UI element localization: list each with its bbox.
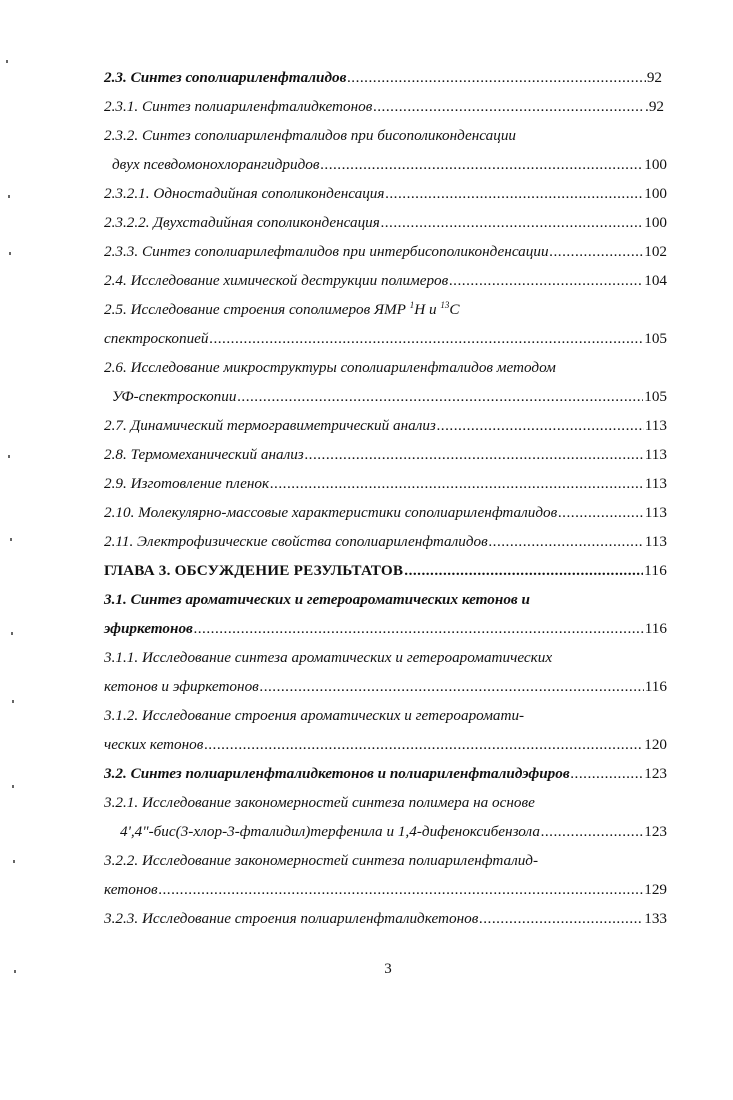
- scan-speck: [14, 970, 16, 973]
- toc-page-number: 105: [644, 330, 667, 347]
- scan-speck: [10, 538, 12, 541]
- toc-page-number: 92: [646, 69, 662, 86]
- toc-entry: 2.5. Исследование строения сополимеров ЯМР $^1$H и $^{13}$C: [104, 300, 460, 318]
- toc-page-number: 129: [644, 881, 667, 898]
- toc-entry: 2.3. Синтез сополиариленфталидов ..... 92: [104, 64, 662, 88]
- scan-speck: [12, 700, 14, 703]
- toc-entry: 2.3.2.1. Одностадийная сополиконденсация ..... 100: [104, 180, 667, 204]
- toc-page-number: 113: [644, 533, 667, 550]
- toc-entry: 2.3.1. Синтез полиариленфталидкетонов ..... .92: [104, 93, 664, 117]
- toc-page-number: 113: [644, 504, 667, 521]
- scan-speck: [6, 60, 8, 63]
- toc-entry: ческих кетонов ..... 120: [104, 731, 667, 755]
- toc-page-number: 116: [644, 562, 667, 579]
- scan-speck: [8, 195, 10, 198]
- toc-entry: 3.1.2. Исследование строения ароматических и гетероаромати-: [104, 707, 525, 724]
- toc-entry: 2.9. Изготовление пленок ..... 113: [104, 470, 667, 494]
- toc-entry: эфиркетонов ..... 116: [104, 615, 667, 639]
- toc-entry: 2.7. Динамический термогравиметрический анализ ..... 113: [104, 412, 667, 436]
- toc-entry: спектроскопией ..... 105: [104, 325, 667, 349]
- toc-entry: 2.3.3. Синтез сополиарилефталидов при интербисополиконденсации ..... 102: [104, 238, 667, 262]
- scan-speck: [12, 785, 14, 788]
- scan-speck: [11, 632, 13, 635]
- toc-page-number: 105: [644, 388, 667, 405]
- toc-page-number: 113: [644, 417, 667, 434]
- toc-entry: 2.10. Молекулярно-массовые характеристики сополиариленфталидов ..... 113: [104, 499, 667, 523]
- toc-page-number: 123: [644, 823, 667, 840]
- toc-page-number: 100: [644, 156, 667, 173]
- toc-entry: 2.8. Термомеханический анализ ..... 113: [104, 441, 667, 465]
- toc-entry: 2.3.2.2. Двухстадийная сополиконденсация ..... 100: [104, 209, 667, 233]
- toc-entry: 2.4. Исследование химической деструкции полимеров ..... 104: [104, 267, 667, 291]
- toc-entry: двух псевдомонохлорангидридов ..... 100: [112, 151, 667, 175]
- scan-speck: [8, 455, 10, 458]
- toc-entry: 3.2. Синтез полиариленфталидкетонов и полиариленфталидэфиров ..... 123: [104, 760, 667, 784]
- toc-page-number: 104: [644, 272, 667, 289]
- toc-entry: 3.2.2. Исследование закономерностей синтеза полиариленфталид-: [104, 852, 539, 869]
- toc-page-number: 116: [644, 678, 667, 695]
- toc-chapter-entry: ГЛАВА 3. ОБСУЖДЕНИЕ РЕЗУЛЬТАТОВ ..... 116: [104, 557, 667, 581]
- toc-page-number: 123: [644, 765, 667, 782]
- toc-entry: 4',4"-бис(3-хлор-3-фталидил)терфенила и 1,4-дифеноксибензола ..... 123: [120, 818, 667, 842]
- toc-entry: кетонов ..... 129: [104, 876, 667, 900]
- toc-entry: 2.3.2. Синтез сополиариленфталидов при бисополиконденсации: [104, 127, 517, 144]
- toc-entry: 3.1. Синтез ароматических и гетероароматических кетонов и: [104, 591, 530, 608]
- page-number: 3: [384, 961, 392, 977]
- toc-entry: 2.11. Электрофизические свойства сополиариленфталидов ..... 113: [104, 528, 667, 552]
- toc-entry: кетонов и эфиркетонов ..... 116: [104, 673, 667, 697]
- toc-entry: 3.2.3. Исследование строения полиариленфталидкетонов ..... 133: [104, 905, 667, 929]
- toc-page-number: 100: [644, 214, 667, 231]
- toc-entry: 3.2.1. Исследование закономерностей синтеза полимера на основе: [104, 794, 535, 811]
- toc-entry: УФ-спектроскопии ..... 105: [112, 383, 667, 407]
- toc-entry: 2.6. Исследование микроструктуры сополиариленфталидов методом: [104, 359, 556, 376]
- toc-page-number: 113: [644, 475, 667, 492]
- toc-page-number: 100: [644, 185, 667, 202]
- toc-page-number: 116: [644, 620, 667, 637]
- scan-speck: [9, 252, 11, 255]
- toc-page-number: .92: [645, 98, 664, 115]
- toc-page-number: 133: [644, 910, 667, 927]
- toc-page-number: 113: [644, 446, 667, 463]
- toc-entry: 3.1.1. Исследование синтеза ароматических и гетероароматических: [104, 649, 553, 666]
- toc-page-number: 102: [644, 243, 667, 260]
- toc-page-number: 120: [644, 736, 667, 753]
- scan-speck: [13, 860, 15, 863]
